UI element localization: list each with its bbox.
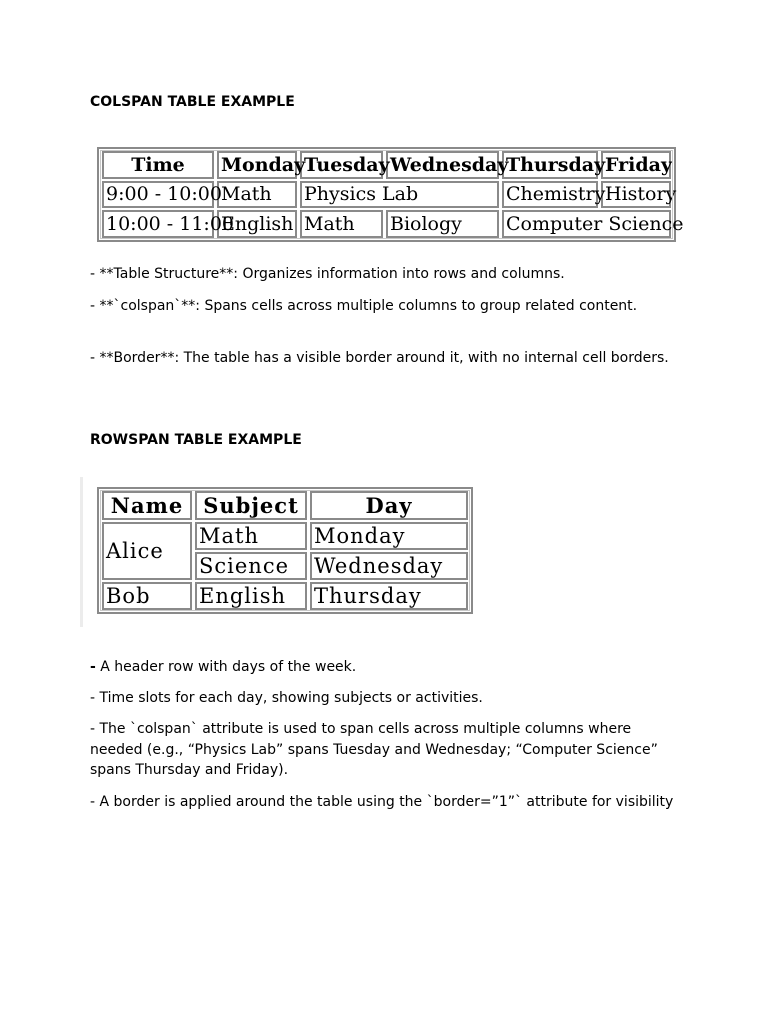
- colspan-table: [97, 147, 684, 242]
- bullet-table-structure: - **Table Structure**: Organizes information into rows and columns.: [90, 266, 565, 282]
- header-cell-monday: Monday: [217, 151, 297, 179]
- table-row: [102, 181, 671, 209]
- cell-thursday: Chemistry: [502, 181, 598, 209]
- colspan-section-heading: COLSPAN TABLE EXAMPLE: [90, 94, 295, 110]
- cell-time: 9:00 - 10:00: [102, 181, 214, 209]
- table-row: [102, 210, 671, 238]
- cell-day: Monday: [310, 522, 468, 550]
- table-row: [102, 522, 468, 550]
- cell-thursday-friday-span: Computer Science: [502, 210, 671, 238]
- cell-day: Thursday: [310, 582, 468, 610]
- bullet-text: A header row with days of the week.: [95, 659, 357, 675]
- bullet-border-attribute: - A border is applied around the table using the `border=”1”` attribute for visibility: [90, 794, 674, 810]
- bullet-colspan: - **`colspan`**: Spans cells across multiple columns to group related content.: [90, 298, 638, 314]
- cell-name-alice-span: Alice: [102, 522, 192, 580]
- rowspan-table-header-row: [102, 491, 468, 520]
- header-cell-tuesday: Tuesday: [300, 151, 383, 179]
- header-cell-day: Day: [310, 491, 468, 520]
- bullet-dash: -: [90, 659, 96, 675]
- cell-monday: Math: [217, 181, 297, 209]
- cell-wednesday: Biology: [386, 210, 499, 238]
- rowspan-section-heading: ROWSPAN TABLE EXAMPLE: [90, 432, 302, 448]
- rowspan-table: [97, 487, 467, 613]
- cell-day: Wednesday: [310, 552, 468, 580]
- header-cell-thursday: Thursday: [502, 151, 598, 179]
- cell-monday: English: [217, 210, 297, 238]
- cell-time: 10:00 - 11:00: [102, 210, 214, 238]
- table-row: [102, 582, 468, 610]
- header-cell-friday: Friday: [601, 151, 671, 179]
- cell-tuesday: Math: [300, 210, 383, 238]
- cell-friday: History: [601, 181, 671, 209]
- cell-tuesday-wednesday-span: Physics Lab: [300, 181, 499, 209]
- bullet-colspan-attribute: - The `colspan` attribute is used to span cells across multiple columns where needed (e.g., “Physics Lab” spans Tuesday and Wednesday; “Computer Science” spans Thursday and Friday).: [90, 721, 658, 778]
- bullet-header-row: [90, 657, 680, 678]
- bullet-border: - **Border**: The table has a visible border around it, with no internal cell borders.: [90, 350, 669, 366]
- header-cell-time: Time: [102, 151, 214, 179]
- cell-subject: Math: [195, 522, 307, 550]
- bullet-time-slots: - Time slots for each day, showing subjects or activities.: [90, 690, 483, 706]
- cell-subject: Science: [195, 552, 307, 580]
- cell-subject: English: [195, 582, 307, 610]
- header-cell-name: Name: [102, 491, 192, 520]
- colspan-table-header-row: [102, 151, 671, 179]
- header-cell-subject: Subject: [195, 491, 307, 520]
- quote-side-bar: [80, 477, 83, 627]
- header-cell-wednesday: Wednesday: [386, 151, 499, 179]
- cell-name: Bob: [102, 582, 192, 610]
